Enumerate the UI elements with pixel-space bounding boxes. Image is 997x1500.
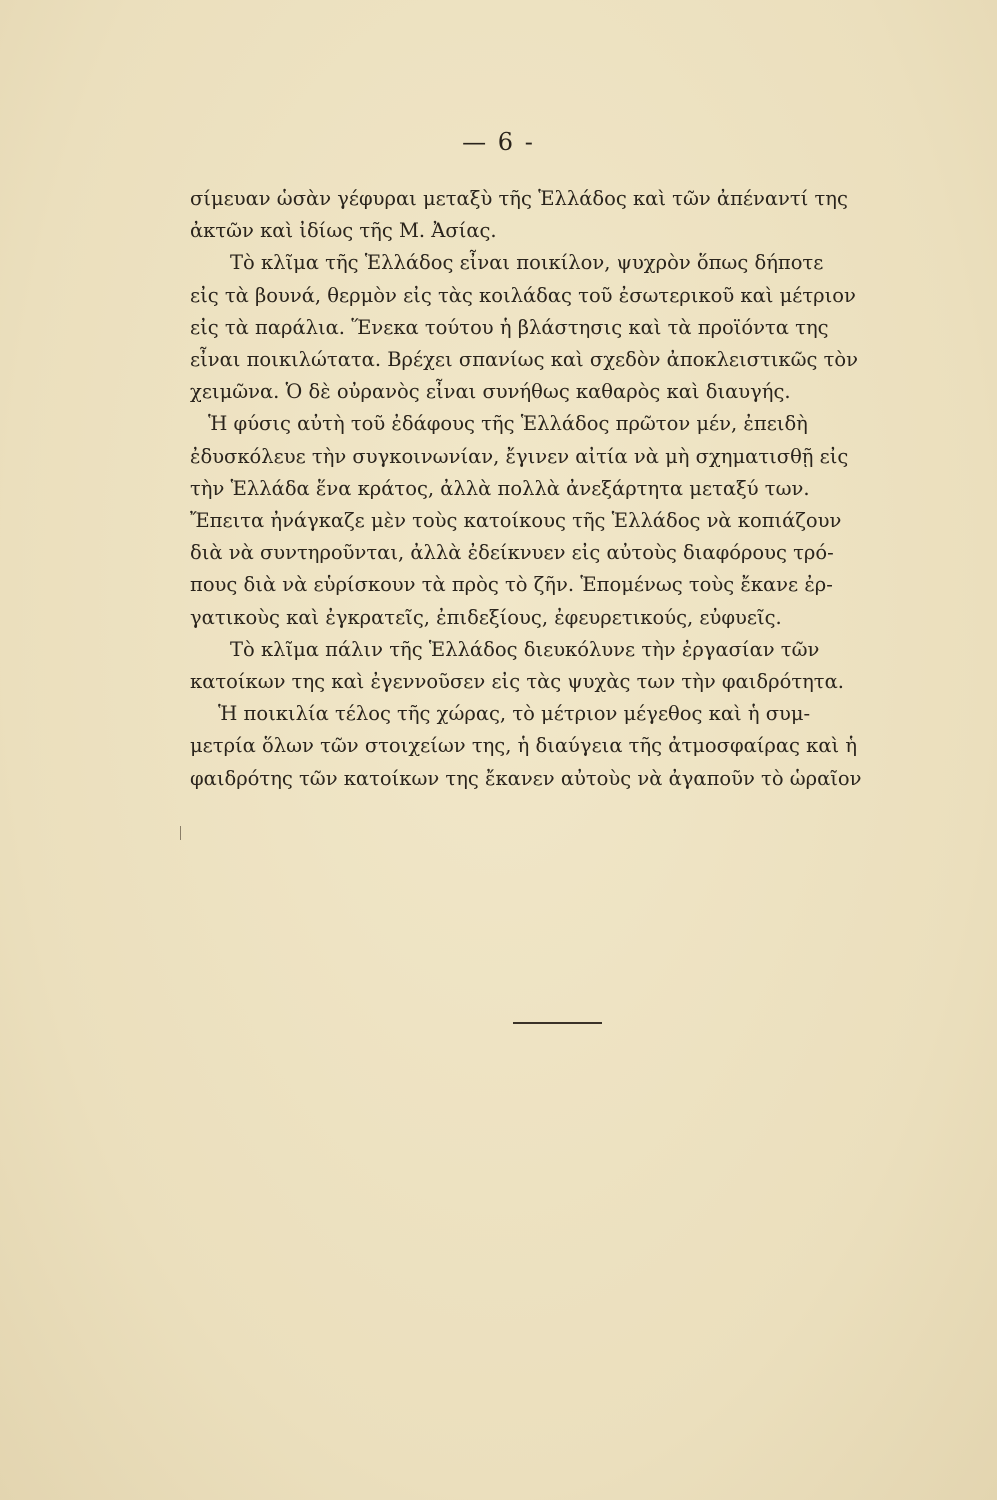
text-line: κατοίκων της καὶ ἐγεννοῦσεν εἰς τὰς ψυχὰς των τὴν φαιδρότητα.: [190, 670, 844, 694]
text-line: Τὸ κλῖμα πάλιν τῆς Ἑλλάδος διευκόλυνε τὴν ἐργασίαν τῶν: [230, 637, 820, 661]
text-line: Ἔπειτα ἠνάγκαζε μὲν τοὺς κατοίκους τῆς Ἑλλάδος νὰ κοπιάζουν: [190, 509, 842, 533]
text-line: ἐδυσκόλευε τὴν συγκοινωνίαν, ἔγινεν αἰτία νὰ μὴ σχηματισθῇ εἰς: [190, 444, 849, 468]
text-line: διὰ νὰ συντηροῦνται, ἀλλὰ ἐδείκνυεν εἰς αὐτοὺς διαφόρους τρό-: [190, 541, 834, 565]
text-line: εἶναι ποικιλώτατα. Βρέχει σπανίως καὶ σχεδὸν ἀποκλειστικῶς τὸν: [190, 348, 859, 372]
text-line: χειμῶνα. Ὁ δὲ οὐρανὸς εἶναι συνήθως καθαρὸς καὶ διαυγής.: [190, 380, 791, 404]
body-text: [190, 183, 915, 795]
text-line: γατικοὺς καὶ ἐγκρατεῖς, ἐπιδεξίους, ἐφευρετικούς, εὐφυεῖς.: [190, 605, 782, 629]
text-line: φαιδρότης τῶν κατοίκων της ἔκανεν αὐτοὺς νὰ ἀγαποῦν τὸ ὡραῖον: [190, 766, 862, 790]
margin-mark: [180, 826, 185, 840]
text-line: Ἡ φύσις αὐτὴ τοῦ ἐδάφους τῆς Ἑλλάδος πρῶτον μέν, ἐπειδὴ: [208, 412, 808, 436]
text-line: ἀκτῶν καὶ ἰδίως τῆς Μ. Ἀσίας.: [190, 219, 497, 243]
text-line: μετρία ὅλων τῶν στοιχείων της, ἡ διαύγεια τῆς ἀτμοσφαίρας καὶ ἡ: [190, 734, 858, 758]
text-line: εἰς τὰ παράλια. Ἕνεκα τούτου ἡ βλάστησις καὶ τὰ προϊόντα της: [190, 315, 829, 339]
text-line: εἰς τὰ βουνά, θερμὸν εἰς τὰς κοιλάδας τοῦ ἐσωτερικοῦ καὶ μέτριον: [190, 283, 856, 307]
page-number: — 6 -: [462, 128, 535, 156]
text-line: Ἡ ποικιλία τέλος τῆς χώρας, τὸ μέτριον μέγεθος καὶ ἡ συμ-: [218, 702, 811, 726]
text-line: τὴν Ἑλλάδα ἕνα κράτος, ἀλλὰ πολλὰ ἀνεξάρτητα μεταξύ των.: [190, 476, 810, 500]
section-divider: [513, 1022, 602, 1024]
text-line: Τὸ κλῖμα τῆς Ἑλλάδος εἶναι ποικίλον, ψυχρὸν ὅπως δήποτε: [230, 251, 824, 275]
text-line: σίμευαν ὡσὰν γέφυραι μεταξὺ τῆς Ἑλλάδος καὶ τῶν ἀπέναντί της: [190, 187, 848, 210]
text-line: πους διὰ νὰ εὑρίσκουν τὰ πρὸς τὸ ζῆν. Ἑπομένως τοὺς ἔκανε ἐρ-: [190, 573, 833, 597]
